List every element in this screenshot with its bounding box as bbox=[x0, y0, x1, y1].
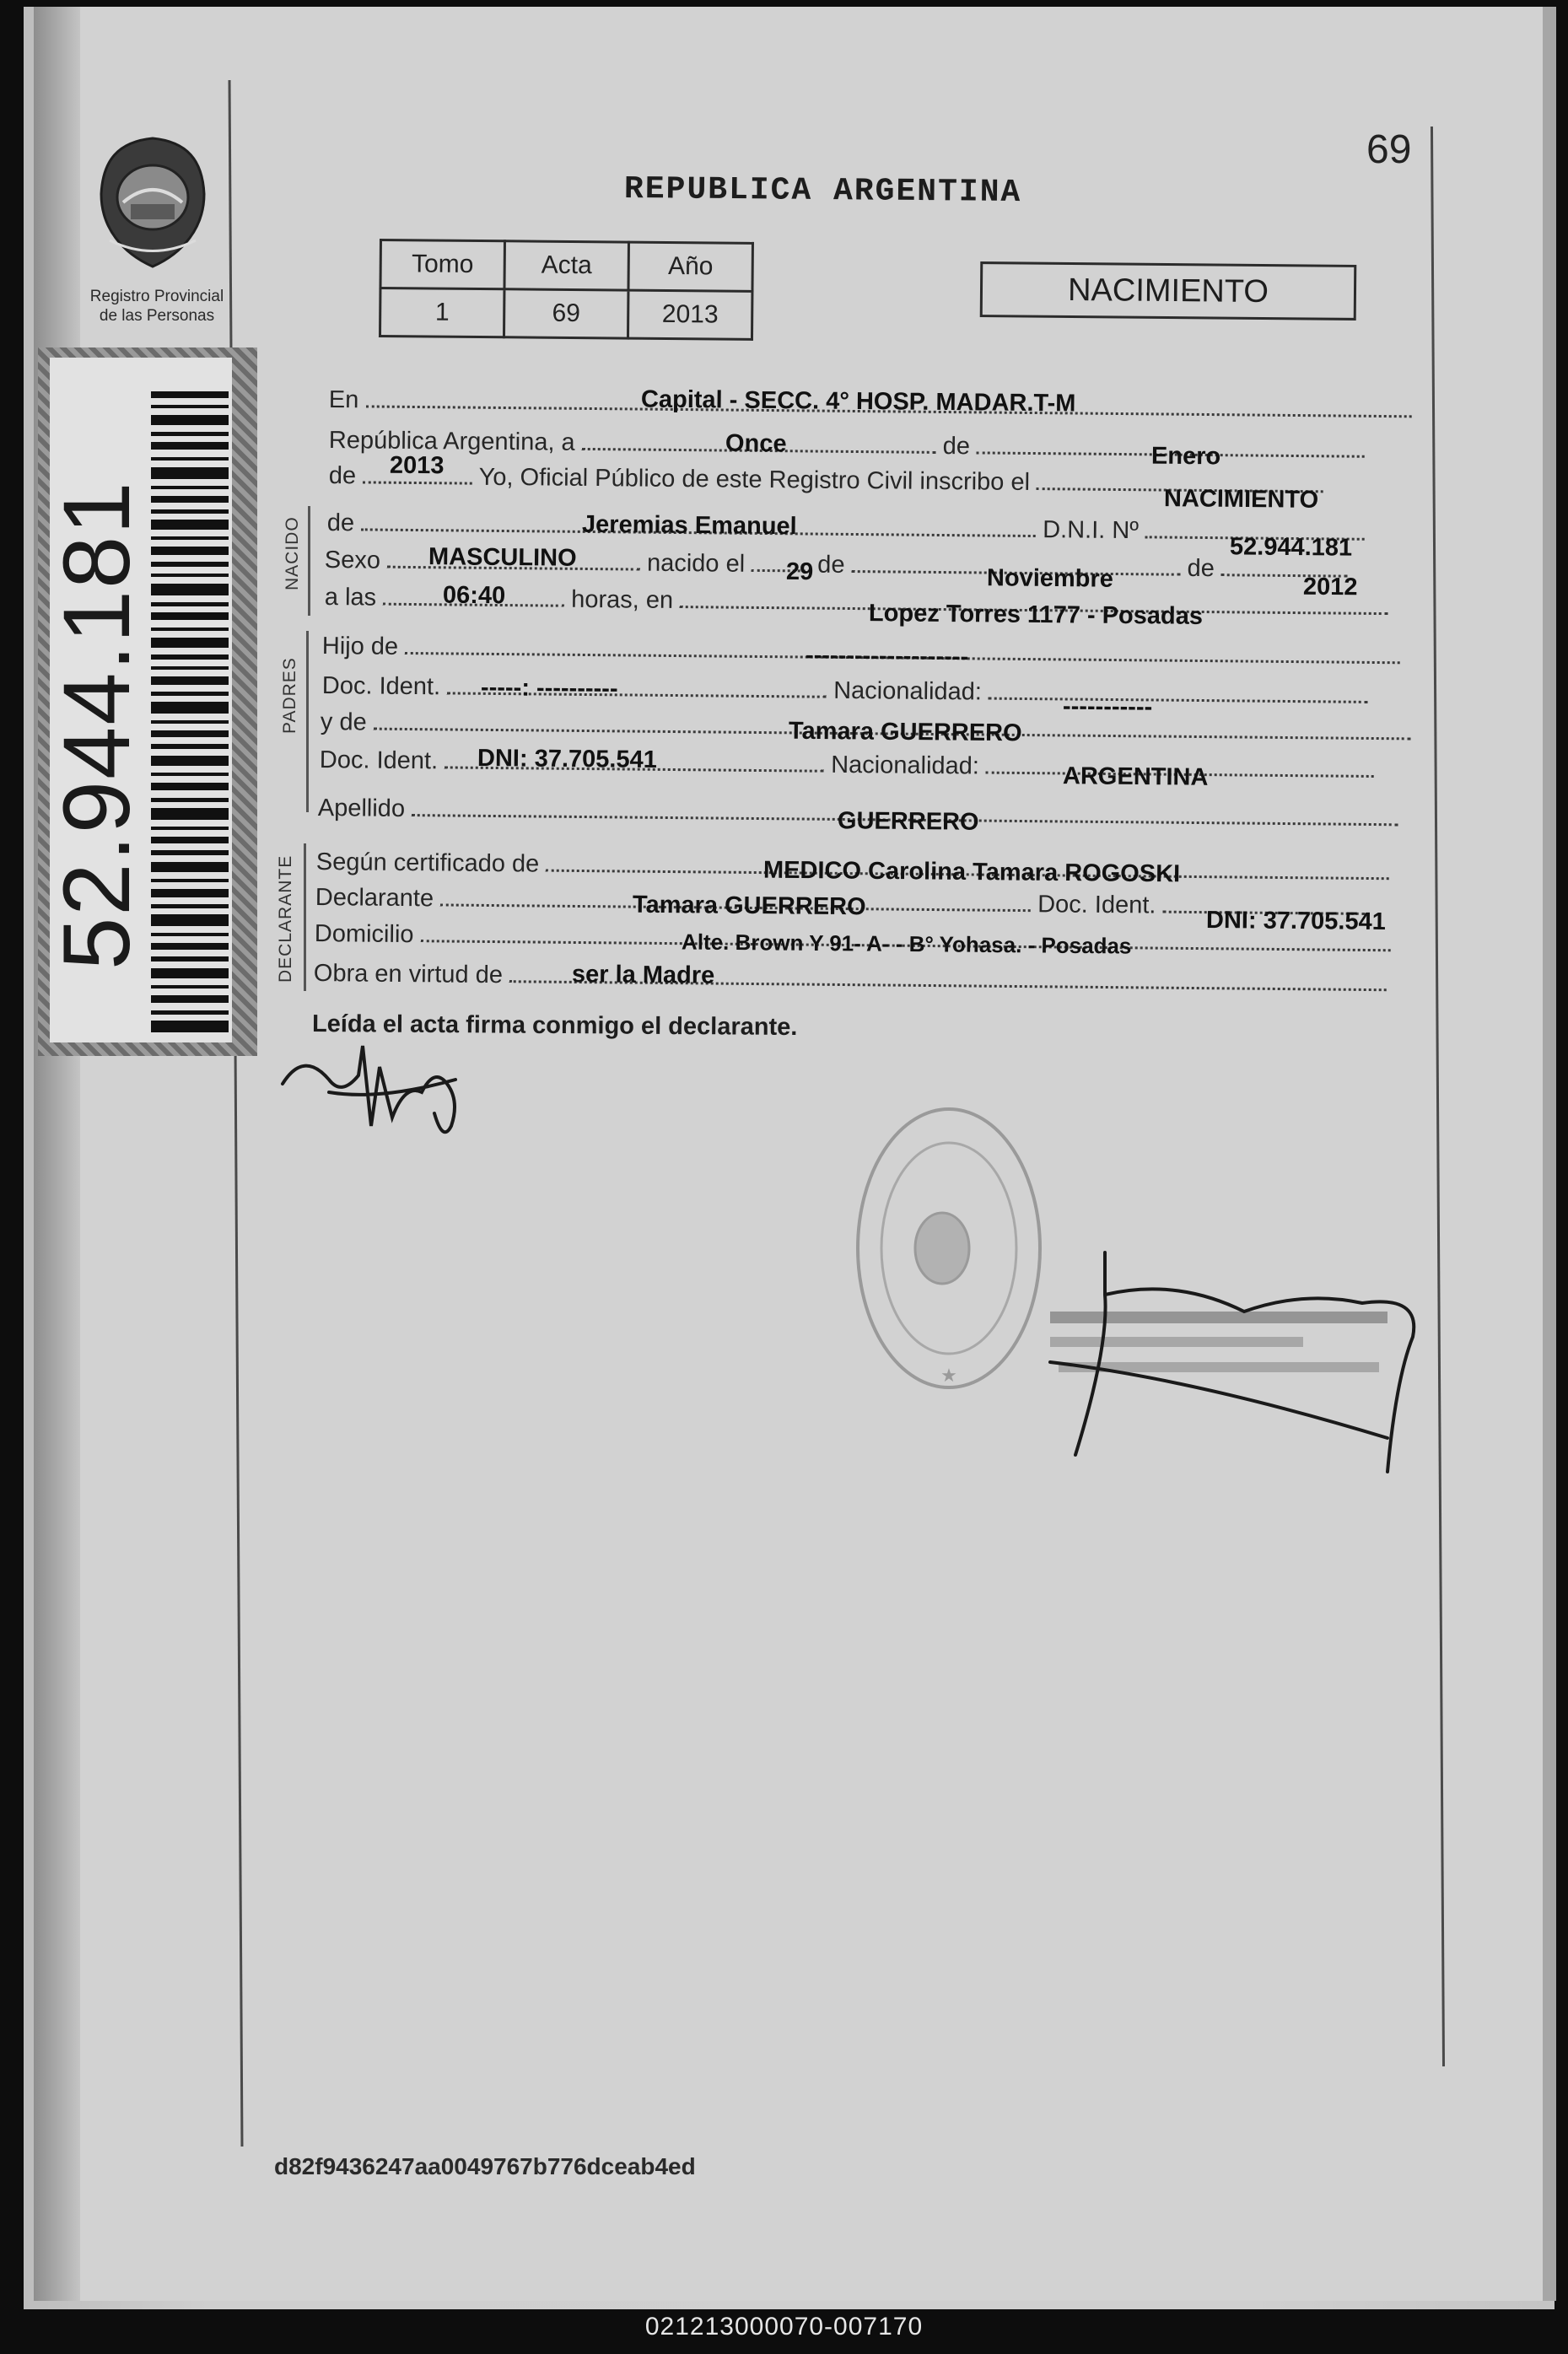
certificado-value: MEDICO Carolina Tamara ROGOSKI bbox=[762, 856, 1181, 888]
birth-day-value: 29 bbox=[785, 558, 814, 586]
en-label: En bbox=[328, 386, 359, 414]
value-tomo: 1 bbox=[380, 288, 504, 337]
header-acta: Acta bbox=[504, 241, 628, 290]
father-nat-dotted-line bbox=[989, 698, 1368, 703]
declarant-signature-icon bbox=[278, 1033, 481, 1151]
de-birth-year-label: de bbox=[1187, 554, 1215, 583]
domicilio-value: Alte. Brown Y 91- A- - B° Yohasa. - Posadas bbox=[681, 929, 1132, 959]
sexo-value: MASCULINO bbox=[428, 543, 577, 572]
horas-label: horas, en bbox=[571, 585, 674, 614]
table-header-row bbox=[380, 240, 752, 292]
mother-doc-label: Doc. Ident. bbox=[319, 746, 439, 775]
en-value: Capital - SECC. 4° HOSP. MADAR.T-M bbox=[640, 385, 1076, 417]
oficial-text: Yo, Oficial Público de este Registro Civil inscribo el bbox=[478, 463, 1031, 496]
obra-label: Obra en virtud de bbox=[313, 960, 504, 989]
header-tomo: Tomo bbox=[380, 240, 504, 289]
padres-bracket bbox=[306, 631, 309, 812]
record-type-box: NACIMIENTO bbox=[980, 261, 1357, 321]
father-doc-value: -----: ---------- bbox=[480, 674, 618, 703]
mother-value: Tamara GUERRERO bbox=[788, 717, 1022, 747]
official-signature-icon bbox=[1025, 1244, 1430, 1480]
section-label-declarante: DECLARANTE bbox=[276, 854, 295, 983]
scan-id: 021213000070-007170 bbox=[644, 2313, 924, 2341]
register-sheet bbox=[34, 7, 1556, 2301]
dni-label: D.N.I. Nº bbox=[1043, 516, 1140, 545]
apellido-label: Apellido bbox=[317, 795, 406, 822]
mother-nat-value: ARGENTINA bbox=[1062, 762, 1209, 791]
a-las-label: a las bbox=[324, 584, 377, 611]
section-label-padres: PADRES bbox=[280, 657, 299, 734]
de-year-label: de bbox=[328, 462, 357, 490]
value-ano: 2013 bbox=[628, 290, 752, 339]
y-de-label: y de bbox=[320, 708, 367, 736]
document-hash: d82f9436247aa0049767b776dceab4ed bbox=[274, 2153, 696, 2179]
province-seal-icon bbox=[93, 135, 213, 270]
section-label-nacido: NACIDO bbox=[283, 516, 302, 590]
birth-year-value: 2012 bbox=[1302, 573, 1358, 601]
de-month-label: de bbox=[817, 551, 845, 579]
declarante-doc-value: DNI: 37.705.541 bbox=[1205, 906, 1386, 936]
page-edge bbox=[1543, 7, 1556, 2301]
father-value: -------------------- bbox=[805, 642, 969, 671]
mother-doc-value: DNI: 37.705.541 bbox=[477, 744, 657, 774]
sexo-label: Sexo bbox=[324, 547, 381, 574]
dni-value: 52.944.181 bbox=[1229, 533, 1353, 562]
tomo-acta-table bbox=[379, 239, 754, 341]
closing-statement: Leída el acta firma conmigo el declarante. bbox=[311, 1010, 798, 1042]
place-value: Lopez Torres 1177 - Posadas bbox=[868, 600, 1204, 630]
year-dotted-line bbox=[363, 481, 472, 484]
year-value: 2013 bbox=[389, 451, 445, 480]
declarante-value: Tamara GUERRERO bbox=[632, 891, 866, 921]
act-value: NACIMIENTO bbox=[1163, 485, 1319, 514]
segun-label: Según certificado de bbox=[315, 848, 540, 878]
nacido-label: nacido el bbox=[646, 549, 746, 578]
hijo-de-label: Hijo de bbox=[321, 633, 399, 660]
svg-text:★: ★ bbox=[940, 1366, 957, 1387]
value-acta: 69 bbox=[504, 289, 628, 338]
header-ano: Año bbox=[628, 242, 752, 291]
declarante-label: Declarante bbox=[315, 884, 434, 913]
obra-value: ser la Madre bbox=[571, 961, 715, 989]
document-title: REPUBLICA ARGENTINA bbox=[623, 170, 1022, 212]
mother-nat-label: Nacionalidad: bbox=[831, 751, 980, 780]
barcode-icon bbox=[151, 391, 229, 1032]
de-name-label: de bbox=[326, 509, 355, 537]
declarante-bracket bbox=[304, 843, 306, 991]
father-nat-value: ----------- bbox=[1062, 692, 1153, 721]
de-label: de bbox=[942, 432, 971, 461]
domicilio-label: Domicilio bbox=[314, 920, 414, 949]
declarante-doc-label: Doc. Ident. bbox=[1037, 891, 1156, 919]
father-nat-label: Nacionalidad: bbox=[833, 676, 983, 706]
registry-name-line1: Registro Provincial bbox=[89, 288, 224, 305]
republica-label: República Argentina, a bbox=[328, 427, 575, 456]
registry-name-line2: de las Personas bbox=[99, 307, 215, 325]
time-value: 06:40 bbox=[442, 581, 506, 610]
birth-month-value: Noviembre bbox=[986, 564, 1114, 593]
barcode-dni-number: 52.944.181 bbox=[44, 480, 149, 970]
table-value-row bbox=[380, 288, 752, 340]
hospital-stamp-icon bbox=[848, 1088, 1050, 1409]
day-value: Once bbox=[725, 429, 787, 458]
month-value: Enero bbox=[1150, 442, 1221, 471]
father-doc-label: Doc. Ident. bbox=[321, 672, 441, 701]
apellido-value: GUERRERO bbox=[837, 807, 979, 836]
name-value: Jeremias Emanuel bbox=[581, 510, 797, 541]
nacido-bracket bbox=[308, 506, 310, 616]
page-number: 69 bbox=[1366, 127, 1412, 172]
